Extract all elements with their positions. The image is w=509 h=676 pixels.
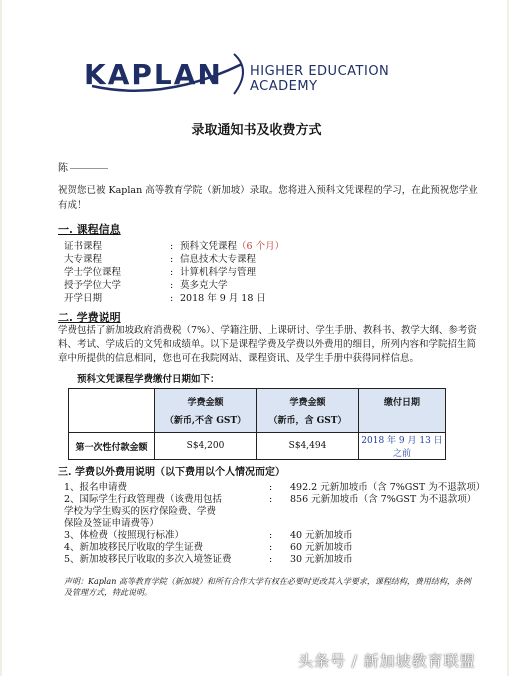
duration-highlight: （6 个月） bbox=[237, 241, 285, 252]
fee-colon: : bbox=[269, 542, 273, 553]
fee-colon: : bbox=[269, 494, 273, 505]
fee-colon: : bbox=[269, 530, 273, 541]
section-other-fees-heading: 三. 学费以外费用说明（以下费用以个人情况而定） bbox=[58, 467, 285, 478]
course-info-value: 2018 年 9 月 18 日 bbox=[180, 293, 266, 304]
course-info-colon: : bbox=[170, 293, 174, 304]
fee-value: 60 元新加坡币 bbox=[290, 542, 353, 553]
course-info-row bbox=[64, 253, 364, 267]
table-header-cell: 学费金额 （新币,不含 GST） bbox=[155, 389, 257, 433]
course-info-row bbox=[64, 240, 364, 254]
course-info-label: 授予学位大学 bbox=[64, 280, 122, 291]
course-info-colon: : bbox=[170, 241, 174, 252]
fee-colon: : bbox=[269, 554, 273, 565]
course-info-label: 大专课程 bbox=[64, 254, 103, 265]
course-info-label: 学士学位课程 bbox=[64, 267, 122, 278]
intro-paragraph: 祝贺您已被 Kaplan 高等教育学院（新加坡）录取。您将进入预科文凭课程的学习，在此预祝您学业有成！ bbox=[58, 185, 478, 211]
table-corner-cell bbox=[69, 389, 155, 433]
table-cell-due-date: 2018 年 9 月 13 日之前 bbox=[359, 433, 446, 460]
course-info-row bbox=[64, 279, 364, 293]
fee-label: 2、国际学生行政管理费（该费用包括学校为学生购买的医疗保险费、学费保险及签证申请费等） bbox=[64, 494, 223, 529]
fee-row bbox=[64, 554, 484, 567]
tuition-description: 学费包括了新加坡政府消费税（7%）、学籍注册、上课研讨、学生手册、教科书、教学大纲、参考资料、考试、学成后的文凭和成绩单。以下是课程学费及学费以外费用的细目，所列内容和学院招生简章中所提供的信息相同，您也可在我院网站、课程资讯、及学生手册中获得同样信息。 bbox=[58, 325, 477, 364]
course-info-colon: : bbox=[170, 267, 174, 278]
course-info-label: 开学日期 bbox=[64, 293, 103, 304]
logo-line2: ACADEMY bbox=[250, 79, 318, 94]
recipient-name: 陈 bbox=[58, 163, 68, 174]
fee-value: 40 元新加坡币 bbox=[290, 530, 353, 541]
table-header-row bbox=[69, 389, 446, 433]
section-course-info-heading: 一. 课程信息 bbox=[58, 223, 121, 236]
course-info-row bbox=[64, 292, 364, 306]
table-header-cell: 缴付日期 bbox=[359, 389, 446, 433]
table-row bbox=[69, 433, 446, 460]
fee-value: 30 元新加坡币 bbox=[290, 554, 353, 565]
section-tuition-heading: 二. 学费说明 bbox=[58, 311, 121, 324]
course-info-row bbox=[64, 266, 364, 280]
page-title: 录取通知书及收费方式 bbox=[191, 123, 322, 138]
fee-row bbox=[64, 494, 484, 534]
logo-line1: HIGHER EDUCATION bbox=[250, 64, 390, 79]
disclaimer-note: 声明：Kaplan 高等教育学院（新加坡）和所有合作大学有权在必要时更改其入学要求，课程结构，费用结构，条例及管理方式，特此说明。 bbox=[64, 577, 471, 597]
fee-label: 3、体检费（按照现行标准） bbox=[64, 530, 185, 541]
table-row-label: 第一次性付款金额 bbox=[69, 433, 155, 460]
table-header-cell: 学费金额 （新币，含 GST） bbox=[257, 389, 359, 433]
course-info-value: 信息技术大专课程 bbox=[180, 254, 257, 265]
table-cell-excl-gst: S$4,200 bbox=[155, 433, 257, 460]
course-info-colon: : bbox=[170, 280, 174, 291]
table-cell-incl-gst: S$4,494 bbox=[257, 433, 359, 460]
fee-label: 1、报名申请费 bbox=[64, 482, 128, 493]
tuition-table bbox=[68, 388, 446, 460]
course-info-value: 预科文凭课程（6 个月） bbox=[180, 241, 285, 252]
course-info-value: 计算机科学与管理 bbox=[180, 267, 257, 278]
kaplan-logo bbox=[84, 50, 404, 100]
course-info-colon: : bbox=[170, 254, 174, 265]
watermark: 头条号 / 新加坡教育联盟 bbox=[298, 652, 476, 670]
fee-colon: : bbox=[269, 482, 273, 493]
table-caption: 预科文凭课程学费缴付日期如下： bbox=[77, 374, 220, 385]
course-info-value: 莫多克大学 bbox=[180, 280, 228, 291]
course-info-label: 证书课程 bbox=[64, 241, 103, 252]
salutation bbox=[58, 159, 108, 174]
fee-label: 4、新加坡移民厅收取的学生证费 bbox=[64, 542, 204, 553]
fee-label: 5、新加坡移民厅收取的多次入境签证费 bbox=[64, 554, 232, 565]
name-redaction-line bbox=[70, 168, 108, 169]
logo-brand: KAPLAN bbox=[84, 58, 223, 91]
fee-value: 492.2 元新加坡币（含 7%GST 为不退款项） bbox=[290, 482, 486, 493]
fee-value: 856 元新加坡币（含 7%GST 为不退款项） bbox=[290, 494, 477, 505]
